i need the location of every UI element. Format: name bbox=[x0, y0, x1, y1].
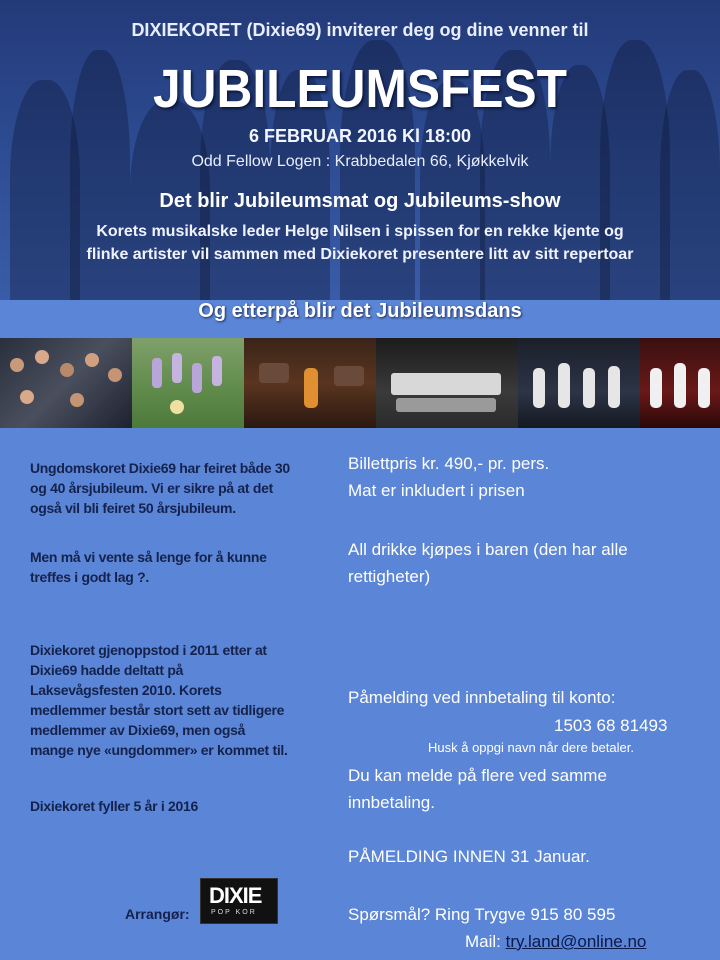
ticket-info bbox=[348, 450, 708, 504]
payment-reminder: Husk å oppgi navn når dere betaler. bbox=[428, 740, 634, 755]
history-paragraph-3: Dixiekoret gjenoppstod i 2011 etter at Dixie69 hadde deltatt på Laksevågsfesten 2010. Korets medlemmer består stort sett av tidligere medlemmer av Dixie69, men også mange nye «ungdommer» er kommet til. bbox=[30, 642, 288, 758]
signup-info: Påmelding ved innbetaling til konto: bbox=[348, 688, 616, 707]
contact-mail bbox=[465, 928, 705, 955]
ticket-price: Billettpris kr. 490,- pr. pers. bbox=[348, 454, 550, 473]
event-description: Korets musikalske leder Helge Nilsen i spissen for en rekke kjente og flinke artister vil sammen med Dixiekoret presentere litt av sitt repertoar bbox=[86, 223, 634, 263]
drinks-info: All drikke kjøpes i baren (den har alle rettigheter) bbox=[348, 540, 628, 586]
show-line: Det blir Jubileumsmat og Jubileums-show bbox=[159, 190, 561, 212]
arranger-label: Arrangør: bbox=[125, 906, 190, 922]
mail-label: Mail: bbox=[465, 932, 506, 951]
choir-photo-3 bbox=[244, 338, 376, 428]
food-included: Mat er inkludert i prisen bbox=[348, 481, 525, 500]
history-paragraph-4: Dixiekoret fyller 5 år i 2016 bbox=[30, 798, 198, 814]
dance-line: Og etterpå blir det Jubileumsdans bbox=[198, 300, 522, 322]
choir-photo-6 bbox=[640, 338, 720, 428]
email-link[interactable]: try.land@online.no bbox=[505, 932, 647, 951]
logo-text: DIXIE bbox=[209, 883, 262, 908]
event-venue: Odd Fellow Logen : Krabbedalen 66, Kjøkkelvik bbox=[191, 153, 529, 170]
account-number: 1503 68 81493 bbox=[554, 716, 668, 735]
signup-deadline: PÅMELDING INNEN 31 Januar. bbox=[348, 847, 590, 866]
history-paragraph-1: Ungdomskoret Dixie69 har feiret både 30 og 40 årsjubileum. Vi er sikre på at det også vil bli feiret 50 årsjubileum. bbox=[30, 460, 290, 516]
dixie-logo bbox=[200, 878, 278, 924]
hero-banner bbox=[0, 0, 720, 300]
logo-subtext: POP KOR bbox=[211, 909, 257, 916]
event-date: 6 FEBRUAR 2016 Kl 18:00 bbox=[248, 126, 472, 146]
page-title: JUBILEUMSFEST bbox=[152, 59, 568, 119]
contact-phone: Spørsmål? Ring Trygve 915 80 595 bbox=[348, 905, 616, 924]
invitation-intro: DIXIEKORET (Dixie69) inviterer deg og dine venner til bbox=[131, 20, 589, 40]
photo-strip bbox=[0, 338, 720, 428]
history-paragraph-2: Men må vi vente så lenge for å kunne treffes i godt lag ?. bbox=[30, 549, 267, 585]
choir-photo-5 bbox=[518, 338, 640, 428]
choir-photo-1 bbox=[0, 338, 132, 428]
choir-photo-2 bbox=[132, 338, 244, 428]
multiple-signup: Du kan melde på flere ved samme innbetaling. bbox=[348, 766, 607, 812]
choir-photo-4 bbox=[376, 338, 518, 428]
